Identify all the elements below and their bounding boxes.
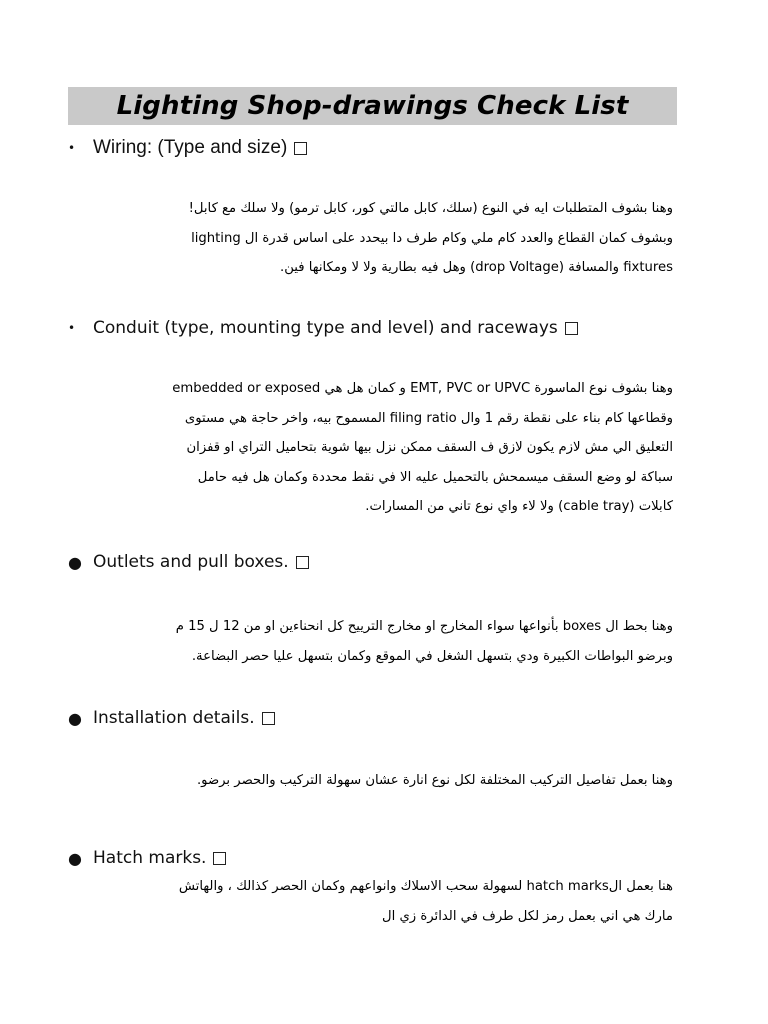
paragraph-line: مارك هي اني بعمل رمز لكل طرف في الدائرة زي ال xyxy=(382,908,673,924)
section-paragraph-installation xyxy=(197,766,673,796)
paragraph-line: وهنا بحط ال boxes بأنواعها سواء المخارج او مخارج الترييح كل انحناءين او من 12 ل 15 م xyxy=(175,619,673,634)
section-paragraph-outlets xyxy=(176,612,673,671)
checkbox-icon[interactable] xyxy=(213,852,226,865)
section-heading-text: Hatch marks. xyxy=(93,848,207,868)
section-heading-conduit xyxy=(68,318,578,338)
paragraph-line: هنا بعمل الhatch marks لسهولة سحب الاسلاك وانواعهم وكمان الحصر كذالك ، والهاتش xyxy=(178,879,673,894)
paragraph-line: وبرضو البواطات الكبيرة ودي بتسهل الشغل في الموقع وكمان بتسهل عليا حصر البضاعة. xyxy=(191,648,673,664)
section-paragraph-conduit xyxy=(172,374,673,522)
section-paragraph-hatch xyxy=(179,872,673,931)
section-heading-hatch xyxy=(68,848,226,868)
paragraph-line: fixtures والمسافة (drop Voltage) وهل فيه بطارية ولا لا ومكانها فين. xyxy=(280,260,673,275)
page-title: Lighting Shop-drawings Check List xyxy=(116,91,629,121)
paragraph-line: وهنا بشوف المتطلبات ايه في النوع (سلك، كابل مالتي كور، كابل ترمو) ولا سلك مع كابل! xyxy=(188,201,673,216)
bullet-icon: ● xyxy=(68,848,82,868)
bullet-icon: ● xyxy=(68,708,82,728)
section-heading-text: Wiring: (Type and size) xyxy=(93,137,288,158)
checkbox-icon[interactable] xyxy=(296,556,309,569)
checkbox-icon[interactable] xyxy=(294,142,307,155)
paragraph-line: كابلات (cable tray) ولا لاء واي نوع تاني من المسارات. xyxy=(365,499,673,514)
paragraph-line: وقطاعها كام بناء على نقطة رقم 1 وال filing ratio المسموح بيه، واخر حاجة هي مستوى xyxy=(184,410,673,426)
paragraph-line: وهنا بشوف نوع الماسورة EMT, PVC or UPVC و كمان هل هي embedded or exposed xyxy=(172,381,673,396)
section-heading-wiring xyxy=(68,137,307,159)
bullet-icon: ● xyxy=(68,552,82,572)
checkbox-icon[interactable] xyxy=(262,712,275,725)
paragraph-line: وبشوف كمان القطاع والعدد كام ملي وكام طرف دا بيحدد على اساس قدرة ال lighting xyxy=(191,230,673,246)
bullet-icon: • xyxy=(68,321,76,335)
section-heading-installation xyxy=(68,708,275,728)
section-heading-outlets xyxy=(68,552,309,572)
section-heading-text: Installation details. xyxy=(93,708,255,728)
checkbox-icon[interactable] xyxy=(565,322,578,335)
section-heading-text: Conduit (type, mounting type and level) and raceways xyxy=(93,318,558,338)
section-paragraph-wiring xyxy=(189,194,673,283)
paragraph-line: سباكة لو وضع السقف ميسمحش بالتحميل عليه الا في نقط محددة وكمان هل فيه حامل xyxy=(197,469,673,485)
title-bar xyxy=(68,87,677,125)
bullet-icon: • xyxy=(68,141,76,155)
section-heading-text: Outlets and pull boxes. xyxy=(93,552,289,572)
paragraph-line: وهنا بعمل تفاصيل التركيب المختلفة لكل نوع انارة عشان سهولة التركيب والحصر برضو. xyxy=(196,773,673,788)
paragraph-line: التعليق الي مش لازم يكون لازق ف السقف ممكن نزل بيها شوية بتحاميل التراي او قفزان xyxy=(186,440,673,455)
